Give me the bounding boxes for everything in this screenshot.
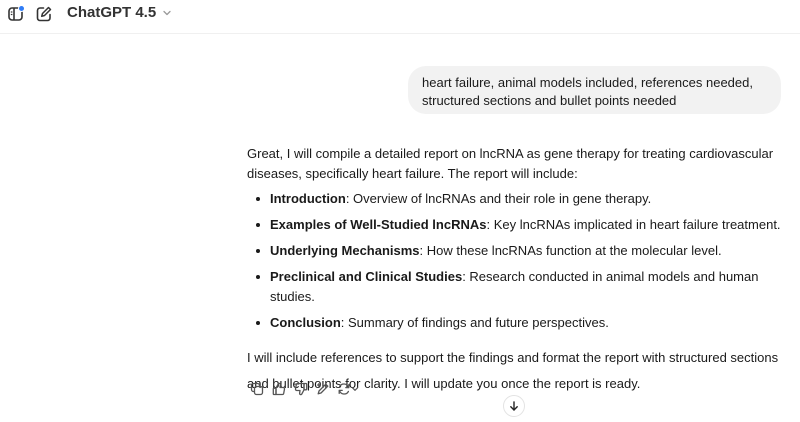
notification-dot [19,6,25,12]
list-item-text: : Research conducted in animal models and human studies. [270,269,759,304]
new-chat-button[interactable] [34,4,54,24]
list-item [247,215,787,235]
assistant-message [247,144,787,397]
list-item [247,241,787,261]
sidebar-toggle-button[interactable] [6,4,26,24]
list-item-title: Examples of Well-Studied lncRNAs [270,217,487,232]
model-selector[interactable] [67,4,172,21]
chevron-down-icon [162,8,172,18]
list-item-text: : Overview of lncRNAs and their role in gene therapy. [345,191,652,206]
bullet [256,321,260,325]
copy-icon [250,382,264,396]
list-item-title: Introduction [270,191,346,206]
edit-in-canvas-button[interactable] [314,380,332,398]
model-name-label: ChatGPT 4.5 [67,4,157,21]
report-sections-list [247,189,787,333]
sidebar-toggle-icon [7,5,25,23]
list-item-title: Conclusion [270,315,341,330]
scroll-to-bottom-button[interactable] [503,395,525,417]
chevron-down-icon [351,385,359,393]
bullet [256,197,260,201]
user-message-line: structured sections and bullet points needed [422,93,677,108]
thumbs-up-icon [272,382,286,396]
top-bar [0,0,800,30]
bullet [256,223,260,227]
good-response-button[interactable] [270,380,288,398]
assistant-intro: Great, I will compile a detailed report on lncRNA as gene therapy for treating cardiovascular diseases, specifically heart failure. The report will include: [247,146,774,181]
message-actions [248,380,364,398]
list-item-title: Preclinical and Clinical Studies [270,269,463,284]
assistant-outro: I will include references to support the findings and format the report with structured sections and bullet points for clarity. I will update you once the report is ready. [247,350,779,391]
new-chat-icon [35,5,53,23]
list-item-text: : How these lncRNAs function at the molecular level. [419,243,722,258]
list-item-title: Underlying Mechanisms [270,243,420,258]
user-message-bubble [408,66,781,114]
list-item-text: : Summary of findings and future perspectives. [340,315,609,330]
regenerate-button[interactable] [336,380,360,398]
regenerate-icon [337,382,351,396]
list-item-text: : Key lncRNAs implicated in heart failure treatment. [486,217,781,232]
user-message-line: heart failure, animal models included, references needed, [422,75,753,90]
copy-button[interactable] [248,380,266,398]
list-item [247,267,787,307]
bullet [256,275,260,279]
thumbs-down-icon [294,382,308,396]
list-item [247,189,787,209]
edit-canvas-icon [316,382,330,396]
header-divider [0,33,800,34]
bullet [256,249,260,253]
bad-response-button[interactable] [292,380,310,398]
arrow-down-icon [508,400,520,412]
list-item [247,313,787,333]
